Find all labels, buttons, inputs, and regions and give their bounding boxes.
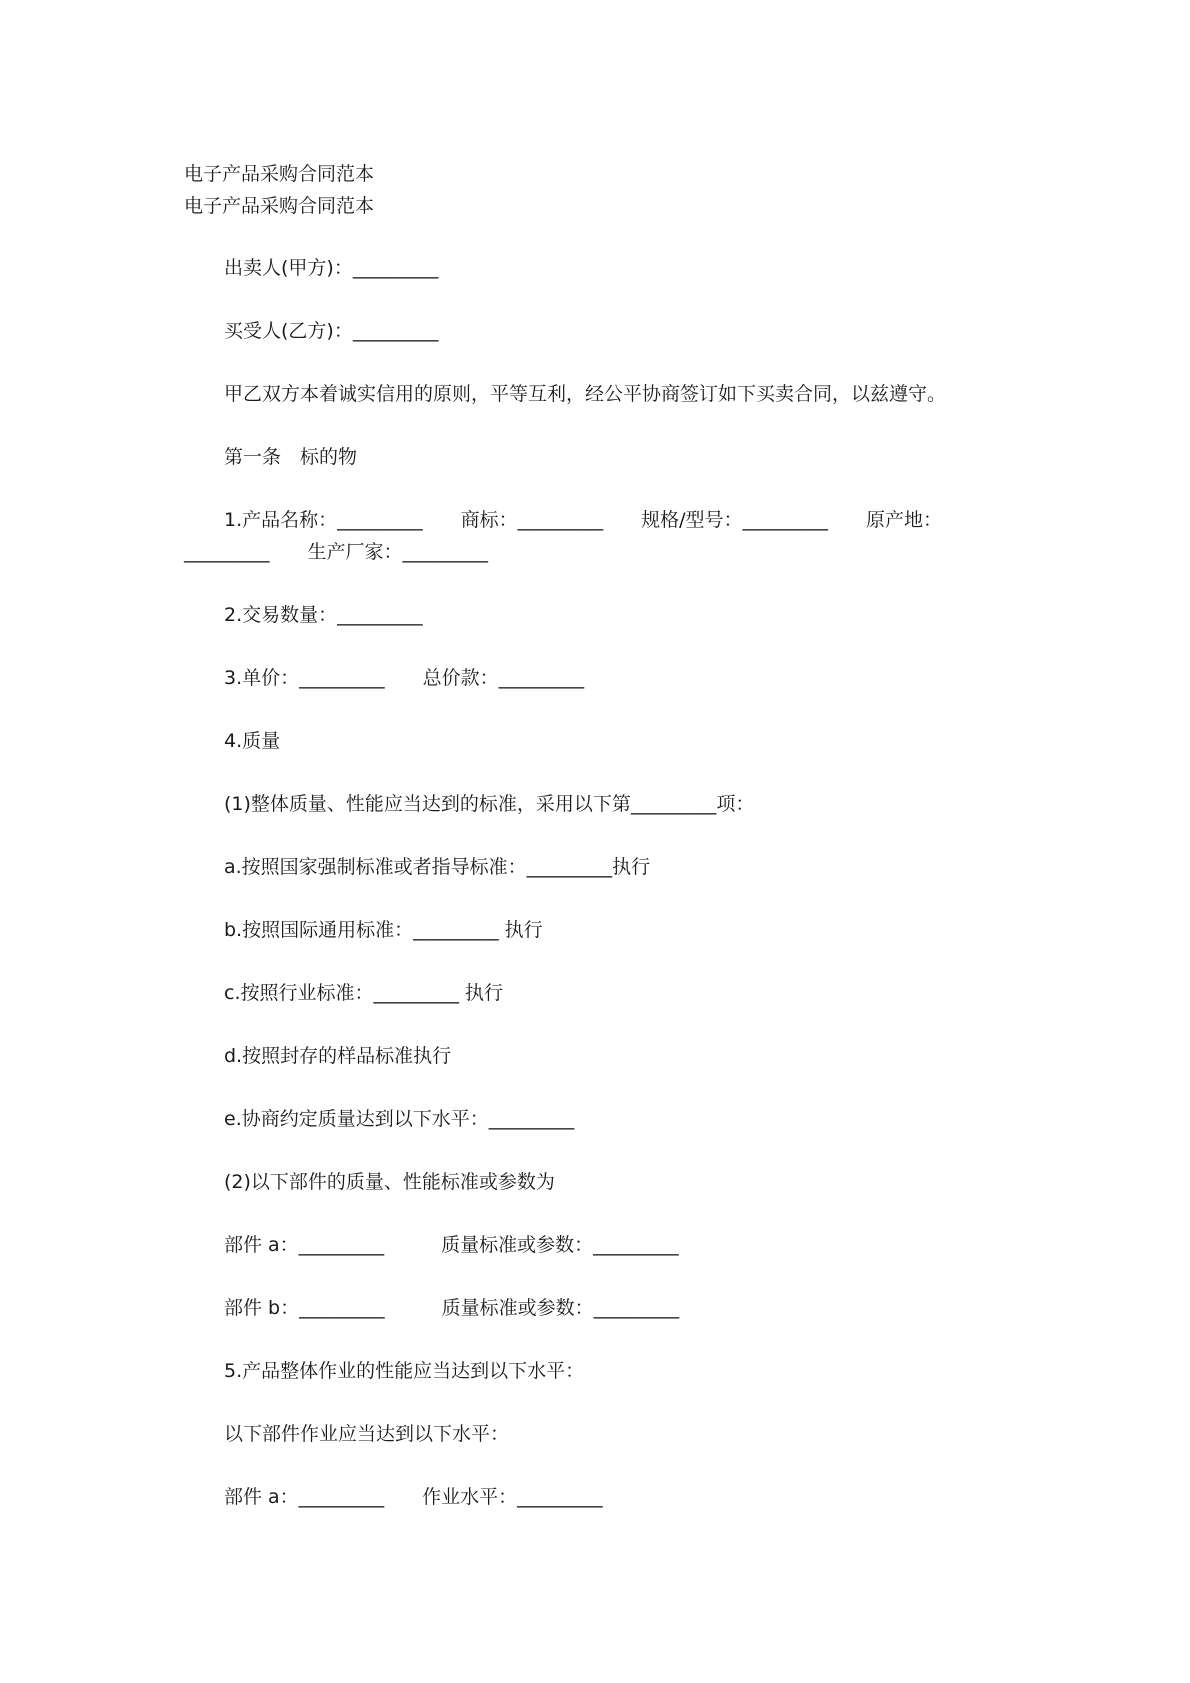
- option-b-line: b.按照国际通用标准：_________ 执行: [224, 919, 543, 941]
- quality-standard-line: (1)整体质量、性能应当达到的标准，采用以下第_________项：: [224, 793, 755, 815]
- quantity-line: 2.交易数量：_________: [224, 604, 423, 626]
- part-a-standard-line: 部件 a：_________ 质量标准或参数：_________: [224, 1234, 679, 1256]
- document-title: 电子产品采购合同范本: [184, 163, 375, 185]
- quality-heading: 4.质量: [224, 730, 281, 752]
- part-b-standard-line: 部件 b：_________ 质量标准或参数：_________: [224, 1297, 680, 1319]
- parts-standard-heading: (2)以下部件的质量、性能标准或参数为: [224, 1171, 555, 1193]
- buyer-line: 买受人(乙方)：_________: [224, 320, 439, 342]
- preamble-paragraph: 甲乙双方本着诚实信用的原则，平等互利，经公平协商签订如下买卖合同，以兹遵守。: [224, 383, 947, 405]
- option-a-line: a.按照国家强制标准或者指导标准：_________执行: [224, 856, 651, 878]
- part-a-performance-line: 部件 a：_________ 作业水平：_________: [224, 1486, 603, 1508]
- product-info-line-continued: _________ 生产厂家：_________: [184, 541, 489, 563]
- option-d-line: d.按照封存的样品标准执行: [224, 1045, 452, 1067]
- product-info-line: 1.产品名称：_________ 商标：_________ 规格/型号：_________ 原产地：: [224, 509, 943, 531]
- performance-heading: 5.产品整体作业的性能应当达到以下水平：: [224, 1360, 585, 1382]
- option-c-line: c.按照行业标准：_________ 执行: [224, 982, 504, 1004]
- price-line: 3.单价：_________ 总价款：_________: [224, 667, 585, 689]
- option-e-line: e.协商约定质量达到以下水平：_________: [224, 1108, 575, 1130]
- parts-performance-heading: 以下部件作业应当达到以下水平：: [224, 1423, 510, 1445]
- seller-line: 出卖人(甲方)：_________: [224, 257, 439, 279]
- article-1-heading: 第一条 标的物: [224, 446, 358, 468]
- document-title-repeat: 电子产品采购合同范本: [184, 195, 375, 217]
